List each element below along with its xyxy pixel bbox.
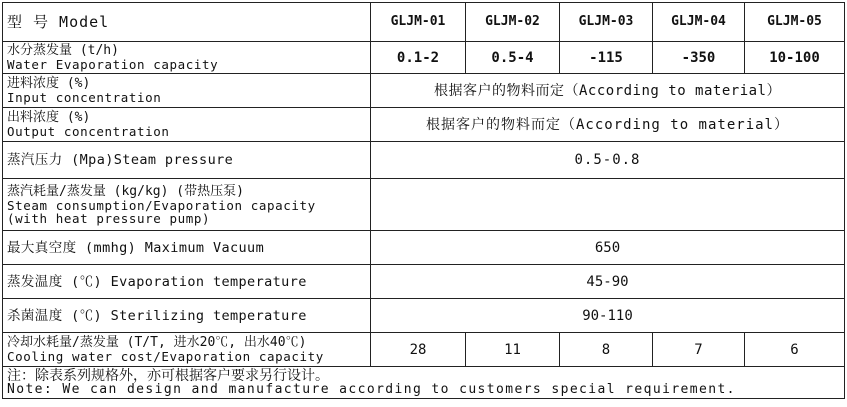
row-output-concentration bbox=[3, 108, 845, 142]
cooling-label-zh: 冷却水耗量/蒸发量 (T/T, 进水20℃, 出水40℃) bbox=[7, 335, 307, 350]
steam-consumption-label-zh: 蒸汽耗量/蒸发量 (kg/kg) (带热压泵) bbox=[7, 183, 244, 199]
steam-pressure-value: 0.5-0.8 bbox=[371, 142, 845, 179]
cooling-label bbox=[3, 333, 371, 367]
cooling-value-1: 28 bbox=[371, 333, 466, 367]
input-conc-label-zh: 进料浓度 (%) bbox=[7, 76, 91, 91]
note-row bbox=[3, 367, 845, 399]
input-conc-value: 根据客户的物料而定（According to material） bbox=[371, 74, 845, 108]
evaporation-label bbox=[3, 42, 371, 74]
note-en: Note: We can design and manufacture according to customers special requirement. bbox=[7, 382, 736, 397]
model-5: GLJM-05 bbox=[745, 3, 845, 42]
evaporation-label-en: Water Evaporation capacity bbox=[7, 57, 219, 72]
evaporation-value-4: -350 bbox=[653, 42, 745, 74]
row-vacuum bbox=[3, 231, 845, 265]
steam-consumption-label-en2: (with heat pressure pump) bbox=[7, 210, 211, 226]
spec-table bbox=[2, 2, 845, 399]
evaporation-value-5: 10-100 bbox=[745, 42, 845, 74]
cooling-value-3: 8 bbox=[560, 333, 653, 367]
row-evaporation bbox=[3, 42, 845, 74]
steam-consumption-label bbox=[3, 179, 371, 231]
model-label: 型 号 Model bbox=[3, 3, 371, 42]
row-evaporation-temperature bbox=[3, 265, 845, 299]
row-sterilizing-temperature bbox=[3, 299, 845, 333]
model-1: GLJM-01 bbox=[371, 3, 466, 42]
steril-temp-label: 杀菌温度 (℃) Sterilizing temperature bbox=[3, 299, 371, 333]
cooling-label-en: Cooling water cost/Evaporation capacity bbox=[7, 349, 324, 364]
evaporation-value-2: 0.5-4 bbox=[466, 42, 560, 74]
input-conc-label bbox=[3, 74, 371, 108]
output-conc-label bbox=[3, 108, 371, 142]
vacuum-value: 650 bbox=[371, 231, 845, 265]
cooling-value-2: 11 bbox=[466, 333, 560, 367]
model-3: GLJM-03 bbox=[560, 3, 653, 42]
cooling-value-4: 7 bbox=[653, 333, 745, 367]
evap-temp-label: 蒸发温度 (℃) Evaporation temperature bbox=[3, 265, 371, 299]
evaporation-label-zh: 水分蒸发量 (t/h) bbox=[7, 43, 119, 58]
output-conc-value: 根据客户的物料而定（According to material） bbox=[371, 108, 845, 142]
input-conc-label-en: Input concentration bbox=[7, 90, 162, 105]
header-row bbox=[3, 3, 845, 42]
row-steam-consumption bbox=[3, 179, 845, 231]
vacuum-label: 最大真空度 (mmhg) Maximum Vacuum bbox=[3, 231, 371, 265]
steam-pressure-label: 蒸汽压力 (Mpa)Steam pressure bbox=[3, 142, 371, 179]
steril-temp-value: 90-110 bbox=[371, 299, 845, 333]
note-zh: 注：除表系列规格外，亦可根据客户要求另行设计。 bbox=[7, 368, 329, 384]
row-input-concentration bbox=[3, 74, 845, 108]
steam-consumption-value bbox=[371, 179, 845, 231]
row-cooling-water bbox=[3, 333, 845, 367]
cooling-value-5: 6 bbox=[745, 333, 845, 367]
row-steam-pressure bbox=[3, 142, 845, 179]
evap-temp-value: 45-90 bbox=[371, 265, 845, 299]
evaporation-value-3: -115 bbox=[560, 42, 653, 74]
note-cell bbox=[3, 367, 845, 399]
steam-consumption-label-en1: Steam consumption/Evaporation capacity bbox=[7, 197, 316, 213]
evaporation-value-1: 0.1-2 bbox=[371, 42, 466, 74]
model-4: GLJM-04 bbox=[653, 3, 745, 42]
output-conc-label-en: Output concentration bbox=[7, 124, 170, 139]
output-conc-label-zh: 出料浓度 (%) bbox=[7, 110, 91, 125]
model-2: GLJM-02 bbox=[466, 3, 560, 42]
